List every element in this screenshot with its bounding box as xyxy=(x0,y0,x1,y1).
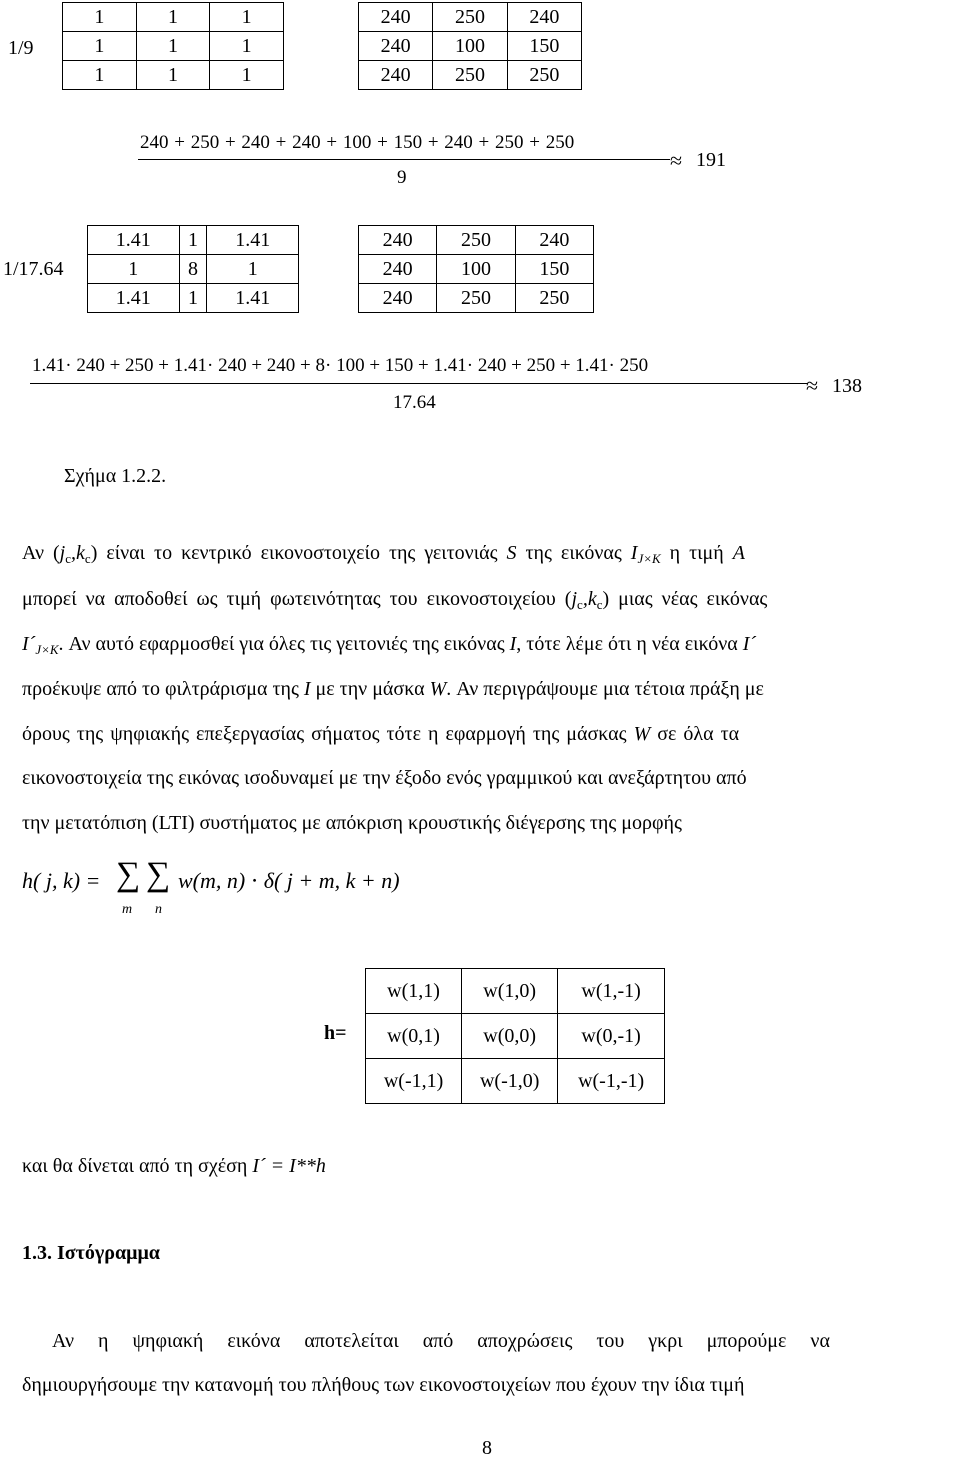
var-S: S xyxy=(506,542,517,564)
eq1-fraction-bar xyxy=(138,159,670,160)
paragraph2-line1: Αν η ψηφιακή εικόνα αποτελείται από αποχρώσεις του γκρι μπορούμε να xyxy=(52,1330,830,1352)
image-cell: 100 xyxy=(437,255,515,284)
image-cell: 240 xyxy=(515,226,593,255)
h-cell: w(1,-1) xyxy=(558,969,665,1014)
figure-caption: Σχήμα 1.2.2. xyxy=(64,465,167,487)
text: προέκυψε από το φιλτράρισμα της xyxy=(22,678,304,700)
text: , τότε λέμε ότι η νέα εικόνα xyxy=(516,633,743,655)
kernel-cell: 1 xyxy=(179,226,207,255)
image-cell: 100 xyxy=(433,32,507,61)
image-cell: 250 xyxy=(433,61,507,90)
kernel-cell: 1 xyxy=(210,61,284,90)
kernel-cell: 1 xyxy=(136,3,210,32)
section-heading: 1.3. Ιστόγραμμα xyxy=(22,1242,160,1264)
paragraph1-line3 xyxy=(22,633,940,656)
kernel-cell: 1 xyxy=(136,61,210,90)
image-cell: 150 xyxy=(515,255,593,284)
kernel-cell: 1 xyxy=(136,32,210,61)
page-number: 8 xyxy=(482,1437,492,1459)
h-cell: w(1,1) xyxy=(366,969,462,1014)
image-cell: 150 xyxy=(507,32,581,61)
paragraph1-line4 xyxy=(22,678,940,701)
h-cell: w(1,0) xyxy=(462,969,558,1014)
kernel-cell: 1.41 xyxy=(88,284,180,313)
image-cell: 240 xyxy=(359,32,433,61)
paragraph1-line2 xyxy=(22,588,940,611)
sub-JK: J×K xyxy=(637,551,661,566)
kernel-cell: 1 xyxy=(63,32,137,61)
kernel-cell: 1.41 xyxy=(207,226,299,255)
var-j: j xyxy=(571,588,578,610)
sub-c: c xyxy=(84,551,91,566)
text: . Αν αυτό εφαρμοσθεί για όλες τις γειτονιές της εικόνας xyxy=(58,633,510,655)
kernel-cell: 1 xyxy=(210,3,284,32)
image-cell: 240 xyxy=(359,61,433,90)
sum-index-n: n xyxy=(155,902,162,917)
var-I-prime: I´ xyxy=(742,633,757,655)
h-cell: w(-1,-1) xyxy=(558,1059,665,1104)
eq2-result: 138 xyxy=(832,375,862,397)
eq1-result: 191 xyxy=(696,149,726,171)
h-cell: w(-1,0) xyxy=(462,1059,558,1104)
image-cell: 250 xyxy=(433,3,507,32)
var-I-prime: I´ xyxy=(22,633,36,655)
h-matrix-table xyxy=(365,968,665,1104)
h-matrix-label: h= xyxy=(324,1022,347,1044)
text: όρους της ψηφιακής επεξεργασίας σήματος τότε η εφαρμογή της μάσκας xyxy=(22,723,634,745)
text: με την μάσκα xyxy=(310,678,430,700)
kernel-cell: 1 xyxy=(63,61,137,90)
kernel-cell: 8 xyxy=(179,255,207,284)
image-cell: 250 xyxy=(437,284,515,313)
image-cell: 240 xyxy=(359,255,437,284)
image-cell: 240 xyxy=(359,3,433,32)
text: ) μιας νέας εικόνας xyxy=(602,588,768,610)
kernel-cell: 1 xyxy=(179,284,207,313)
kernel-cell: 1 xyxy=(210,32,284,61)
var-I: I xyxy=(303,678,311,700)
formula-body: w(m, n) ⋅ δ( j + m, k + n) xyxy=(178,868,400,893)
mask2-image-table xyxy=(358,225,594,313)
mask2-scale: 1/17.64 xyxy=(3,258,64,280)
image-cell: 250 xyxy=(515,284,593,313)
text: ) είναι το κεντρικό εικονοστοιχείο της γειτονιάς xyxy=(90,542,507,564)
image-cell: 240 xyxy=(507,3,581,32)
sum-symbol-m: ∑ xyxy=(116,856,141,893)
eq1-numerator: 240 + 250 + 240 + 240 + 100 + 150 + 240 + 250 + 250 xyxy=(140,132,575,153)
sub-c: c xyxy=(65,551,72,566)
var-W: W xyxy=(633,723,651,745)
image-cell: 240 xyxy=(359,226,437,255)
eq2-approx-sign: ≈ xyxy=(806,373,819,398)
relation-expression: I´ = I**h xyxy=(252,1155,326,1177)
eq1-approx-sign: ≈ xyxy=(670,148,683,173)
text: μπορεί να αποδοθεί ως τιμή φωτεινότητας του εικονοστοιχείου ( xyxy=(22,588,572,610)
text: Αν ( xyxy=(22,542,60,564)
image-cell: 250 xyxy=(437,226,515,255)
mask2-kernel-table xyxy=(87,225,299,313)
image-cell: 240 xyxy=(359,284,437,313)
kernel-cell: 1 xyxy=(63,3,137,32)
kernel-cell: 1.41 xyxy=(88,226,180,255)
paragraph1-line1 xyxy=(22,542,940,565)
eq1-denominator: 9 xyxy=(397,167,407,188)
kernel-cell: 1.41 xyxy=(207,284,299,313)
sub-JK: J×K xyxy=(35,642,59,657)
relation-line xyxy=(22,1155,940,1178)
var-I: I xyxy=(630,542,638,564)
eq2-fraction-bar xyxy=(30,383,808,384)
eq2-denominator: 17.64 xyxy=(393,392,436,413)
text: . Αν περιγράψουμε μια τέτοια πράξη με xyxy=(446,678,764,700)
h-cell: w(-1,1) xyxy=(366,1059,462,1104)
mask1-scale: 1/9 xyxy=(8,37,34,59)
text: η τιμή xyxy=(660,542,733,564)
var-I: I xyxy=(509,633,517,655)
var-A: A xyxy=(732,542,745,564)
relation-text: και θα δίνεται από τη σχέση xyxy=(22,1155,253,1177)
paragraph1-line5 xyxy=(22,723,940,746)
image-cell: 250 xyxy=(507,61,581,90)
h-cell: w(0,1) xyxy=(366,1014,462,1059)
h-cell: w(0,-1) xyxy=(558,1014,665,1059)
text: της εικόνας xyxy=(516,542,631,564)
paragraph1-line6: εικονοστοιχεία της εικόνας ισοδυναμεί με την έξοδο ενός γραμμικού και ανεξάρτητου από xyxy=(22,767,747,789)
kernel-cell: 1 xyxy=(88,255,180,284)
kernel-cell: 1 xyxy=(207,255,299,284)
var-k: ,k xyxy=(71,542,85,564)
sum-symbol-n: ∑ xyxy=(146,856,171,893)
h-cell: w(0,0) xyxy=(462,1014,558,1059)
var-W: W xyxy=(429,678,447,700)
mask1-image-table xyxy=(358,2,582,90)
mask1-kernel-table xyxy=(62,2,284,90)
paragraph2-line2: δημιουργήσουμε την κατανομή του πλήθους των εικονοστοιχείων που έχουν την ίδια τιμή xyxy=(22,1374,745,1396)
text: σε όλα τα xyxy=(650,723,740,745)
var-k: ,k xyxy=(582,588,597,610)
sub-c: c xyxy=(577,597,583,612)
eq2-numerator: 1.41· 240 + 250 + 1.41· 240 + 240 + 8· 100 + 150 + 1.41· 240 + 250 + 1.41· 250 xyxy=(32,355,649,376)
paragraph1-line7: την μετατόπιση (LTI) συστήματος με απόκριση κρουστικής διέγερσης της μορφής xyxy=(22,812,682,834)
sub-c: c xyxy=(596,597,603,612)
sum-index-m: m xyxy=(122,902,133,917)
var-j: j xyxy=(59,542,66,564)
formula-lhs: h( j, k) = xyxy=(22,868,101,893)
